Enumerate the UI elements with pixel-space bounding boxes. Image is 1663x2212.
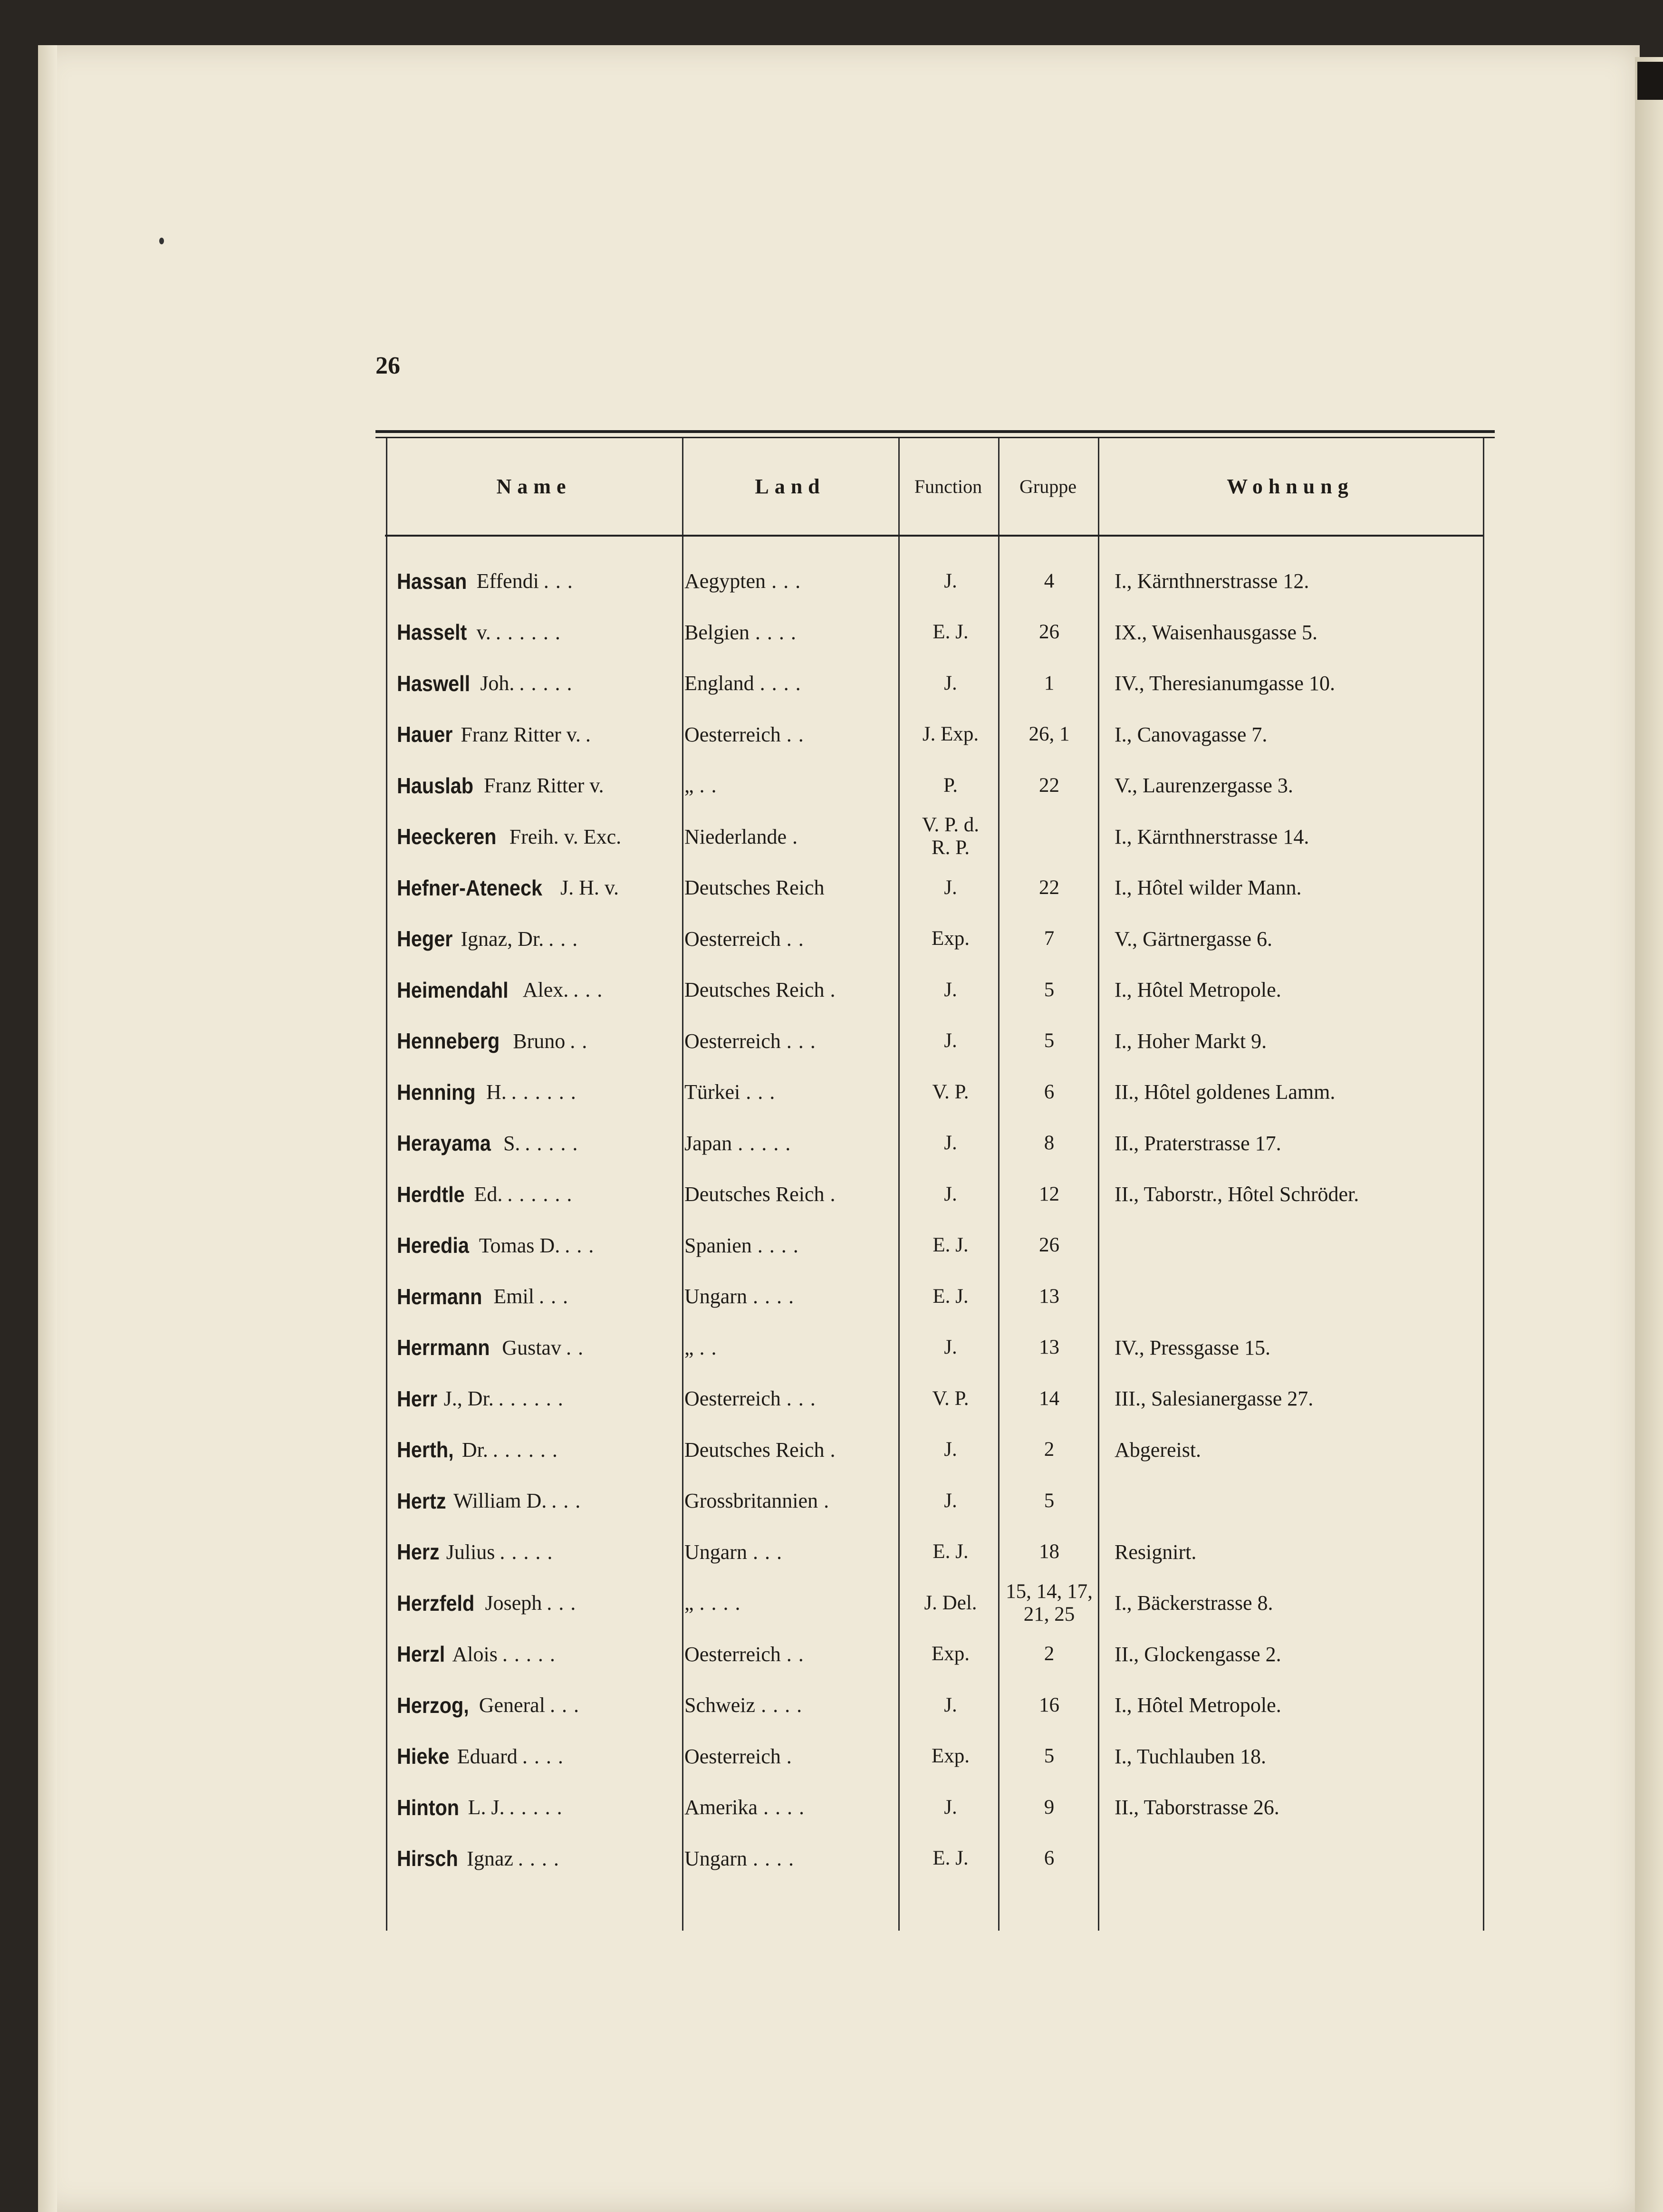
register-table xyxy=(375,430,1495,1932)
cell-name xyxy=(397,1527,677,1577)
land-text: Grossbritannien xyxy=(684,1489,818,1512)
cell-wohnung: I., Hôtel wilder Mann. xyxy=(1115,876,1302,899)
cell-function: V. P. d. R. P. xyxy=(922,814,979,859)
cell-function: J. xyxy=(944,1029,957,1052)
leader-dots: .. xyxy=(786,927,810,951)
surname: Hertz xyxy=(397,1488,446,1513)
surname: Herdtle xyxy=(397,1182,465,1207)
leader-dots: ..... xyxy=(525,1131,585,1155)
cell-function: Exp. xyxy=(931,1745,970,1767)
leader-dots: .... xyxy=(759,672,807,695)
cell-wohnung: IV., Pressgasse 15. xyxy=(1115,1336,1270,1359)
leader-dots: ...... xyxy=(492,1438,564,1462)
given-name: J., Dr. xyxy=(443,1387,494,1410)
cell-wohnung: I., Hôtel Metropole. xyxy=(1115,978,1281,1001)
leader-dots: . xyxy=(824,1489,836,1512)
cell-wohnung: I., Kärnthnerstrasse 14. xyxy=(1115,825,1309,848)
leader-dots: .. xyxy=(699,1336,723,1359)
cell-name xyxy=(397,1629,677,1679)
surname: Herzl xyxy=(397,1642,445,1666)
cell-function: J. xyxy=(944,1336,957,1358)
given-name: Bruno xyxy=(513,1029,566,1053)
table-row xyxy=(375,1067,1495,1117)
cell-function: J. xyxy=(944,569,957,592)
leader-dots: ..... xyxy=(509,1796,569,1819)
cell-function: E. J. xyxy=(932,1234,969,1256)
surname: Herr xyxy=(397,1386,438,1411)
land-text: Schweiz xyxy=(684,1693,756,1717)
leader-dots: .... xyxy=(752,1847,800,1870)
cell-land xyxy=(684,1680,908,1730)
cell-name xyxy=(397,1425,677,1475)
leader-dots: ...... xyxy=(511,1080,583,1104)
leader-dots: ... xyxy=(752,1540,788,1564)
land-text: Japan xyxy=(684,1131,732,1155)
cell-wohnung: II., Hôtel goldenes Lamm. xyxy=(1115,1080,1336,1104)
surname: Herrmann xyxy=(397,1335,490,1360)
leader-dots: ..... xyxy=(502,1642,562,1666)
given-name: Joseph xyxy=(485,1591,542,1615)
table-row xyxy=(375,1271,1495,1321)
cell-wohnung: Resignirt. xyxy=(1115,1540,1197,1564)
surname: Hirsch xyxy=(397,1846,458,1871)
land-text: Oesterreich xyxy=(684,1642,781,1666)
leader-dots: . xyxy=(830,1438,842,1462)
land-text: Deutsches Reich xyxy=(684,876,825,899)
cell-name xyxy=(397,1016,677,1066)
cell-wohnung: Abgereist. xyxy=(1115,1438,1202,1462)
land-text: „ xyxy=(684,1336,694,1359)
cell-land xyxy=(684,1629,908,1679)
surname: Heimendahl xyxy=(397,977,509,1002)
cell-function: J. xyxy=(944,672,957,694)
given-name: Alex. xyxy=(522,978,569,1001)
given-name: Tomas D. xyxy=(479,1233,560,1257)
cell-function: J. Del. xyxy=(924,1591,977,1614)
cell-wohnung xyxy=(1115,1834,1476,1884)
leader-dots: ... xyxy=(746,1080,782,1104)
leader-dots: .... xyxy=(522,1744,570,1768)
cell-land xyxy=(684,1271,908,1321)
cell-name xyxy=(397,760,677,810)
cell-gruppe: 7 xyxy=(1044,927,1055,950)
cell-function: J. Exp. xyxy=(922,723,979,745)
table-row xyxy=(375,556,1495,606)
cell-gruppe: 5 xyxy=(1044,1745,1055,1767)
cell-gruppe: 9 xyxy=(1044,1796,1055,1818)
leader-dots: ... xyxy=(786,1029,822,1053)
leader-dots: ... xyxy=(786,1387,822,1410)
cell-gruppe: 26 xyxy=(1039,1234,1059,1256)
cell-function: E. J. xyxy=(932,1847,969,1869)
table-row xyxy=(375,1578,1495,1628)
cell-wohnung xyxy=(1115,1221,1476,1270)
cell-gruppe: 2 xyxy=(1044,1643,1055,1665)
leader-dots: ..... xyxy=(500,1540,559,1564)
cell-gruppe: 15, 14, 17, 21, 25 xyxy=(1006,1580,1093,1625)
header-land: Land xyxy=(755,475,826,498)
cell-function: E. J. xyxy=(932,621,969,643)
cell-gruppe: 5 xyxy=(1044,1489,1055,1512)
cell-wohnung: I., Canovagasse 7. xyxy=(1115,722,1268,746)
land-text: Ungarn xyxy=(684,1847,747,1870)
given-name: Gustav xyxy=(502,1336,561,1359)
given-name: William D. xyxy=(453,1489,547,1512)
cell-name xyxy=(397,1476,677,1526)
land-text: Ungarn xyxy=(684,1285,747,1308)
table-row xyxy=(375,1118,1495,1168)
cell-name xyxy=(397,607,677,657)
cell-function: P. xyxy=(943,774,958,797)
cell-gruppe: 14 xyxy=(1039,1387,1059,1410)
leader-dots: ..... xyxy=(519,672,579,695)
cell-function: J. xyxy=(944,1132,957,1154)
cell-function: J. xyxy=(944,1693,957,1716)
surname: Henneberg xyxy=(397,1029,500,1053)
cell-name xyxy=(397,1578,677,1628)
leader-dots: . xyxy=(830,1183,842,1206)
cell-function: E. J. xyxy=(932,1285,969,1308)
cell-gruppe: 26, 1 xyxy=(1029,723,1070,745)
given-name: Emil xyxy=(493,1285,534,1308)
cell-land xyxy=(684,1782,908,1832)
leader-dots: . xyxy=(792,825,804,848)
cell-land xyxy=(684,965,908,1015)
leader-dots: ... xyxy=(548,927,585,951)
given-name: Ed. xyxy=(474,1183,503,1206)
cell-wohnung: IX., Waisenhausgasse 5. xyxy=(1115,620,1318,644)
cell-gruppe: 2 xyxy=(1044,1438,1055,1461)
cell-name xyxy=(397,1374,677,1423)
cell-land xyxy=(684,1374,908,1423)
surname: Hermann xyxy=(397,1284,482,1309)
header-rule xyxy=(385,535,1483,537)
cell-wohnung: I., Kärnthnerstrasse 12. xyxy=(1115,569,1309,593)
land-text: Amerika xyxy=(684,1796,758,1819)
given-name: Dr. xyxy=(461,1438,488,1462)
cell-wohnung: V., Laurenzergasse 3. xyxy=(1115,774,1293,797)
cell-wohnung xyxy=(1115,1271,1476,1321)
table-row xyxy=(375,1323,1495,1373)
given-name: General xyxy=(479,1693,545,1717)
table-row xyxy=(375,710,1495,760)
cell-wohnung: I., Bäckerstrasse 8. xyxy=(1115,1591,1273,1615)
table-row xyxy=(375,1016,1495,1066)
cell-wohnung: IV., Theresianumgasse 10. xyxy=(1115,672,1335,695)
page-gutter-shadow xyxy=(38,45,57,2212)
cell-function: E. J. xyxy=(932,1540,969,1563)
cell-function: V. P. xyxy=(932,1080,969,1103)
surname: Hasselt xyxy=(397,620,467,644)
cell-name xyxy=(397,1680,677,1730)
cell-gruppe: 22 xyxy=(1039,774,1059,797)
leader-dots: .... xyxy=(755,620,803,644)
cell-wohnung: V., Gärtnergasse 6. xyxy=(1115,927,1272,951)
leader-dots: . xyxy=(830,978,842,1001)
leader-dots: .... xyxy=(699,1591,747,1615)
land-text: „ xyxy=(684,1591,694,1615)
surname: Hassan xyxy=(397,568,467,594)
land-text: Niederlande xyxy=(684,825,787,848)
given-name: Effendi xyxy=(476,569,539,593)
cell-gruppe: 6 xyxy=(1044,1080,1055,1103)
surname: Hinton xyxy=(397,1795,460,1820)
cell-land xyxy=(684,1221,908,1270)
leader-dots: .... xyxy=(761,1693,809,1717)
land-text: Spanien xyxy=(684,1233,752,1257)
cell-land xyxy=(684,1527,908,1577)
leader-dots: ... xyxy=(547,1591,583,1615)
given-name: Franz Ritter v. xyxy=(483,774,604,797)
surname: Hefner-Ateneck xyxy=(397,875,542,900)
cell-gruppe: 18 xyxy=(1039,1540,1059,1563)
cell-gruppe: 4 xyxy=(1044,569,1055,592)
leader-dots: ...... xyxy=(498,1387,570,1410)
surname: Hieke xyxy=(397,1744,450,1769)
cell-land xyxy=(684,1476,908,1526)
cell-land xyxy=(684,812,908,862)
leader-dots: .. xyxy=(786,722,810,746)
cell-name xyxy=(397,1834,677,1884)
surname: Herth, xyxy=(397,1437,454,1462)
binding-corner xyxy=(1637,62,1663,100)
cell-land xyxy=(684,1425,908,1475)
leader-dots: ... xyxy=(543,569,579,593)
cell-wohnung xyxy=(1115,1476,1476,1526)
top-double-rule xyxy=(375,430,1495,433)
table-row xyxy=(375,1782,1495,1832)
surname: Hauer xyxy=(397,722,453,747)
cell-name xyxy=(397,1221,677,1270)
leader-dots: . xyxy=(786,1744,798,1768)
cell-gruppe: 26 xyxy=(1039,621,1059,643)
surname: Henning xyxy=(397,1079,476,1105)
table-row xyxy=(375,1527,1495,1577)
table-row xyxy=(375,658,1495,708)
table-row xyxy=(375,607,1495,657)
cell-land xyxy=(684,1067,908,1117)
table-row xyxy=(375,1834,1495,1884)
land-text: Deutsches Reich xyxy=(684,1438,825,1462)
cell-name xyxy=(397,1067,677,1117)
cell-gruppe: 1 xyxy=(1044,672,1055,694)
cell-gruppe: 13 xyxy=(1039,1336,1059,1358)
cell-gruppe: 16 xyxy=(1039,1693,1059,1716)
cell-land xyxy=(684,658,908,708)
land-text: Aegypten xyxy=(684,569,766,593)
leader-dots: ... xyxy=(549,1693,586,1717)
land-text: Oesterreich xyxy=(684,722,781,746)
given-name: Ignaz xyxy=(467,1847,513,1870)
cell-function: Exp. xyxy=(931,1643,970,1665)
land-text: Belgien xyxy=(684,620,750,644)
cell-name xyxy=(397,1169,677,1219)
land-text: Oesterreich xyxy=(684,1387,781,1410)
surname: Heger xyxy=(397,926,453,951)
land-text: Oesterreich xyxy=(684,1744,781,1768)
leader-dots: .... xyxy=(757,1233,805,1257)
cell-function: J. xyxy=(944,978,957,1001)
surname: Haswell xyxy=(397,671,471,696)
table-row xyxy=(375,1425,1495,1475)
cell-name xyxy=(397,1323,677,1373)
given-name: S. xyxy=(503,1131,520,1155)
cell-name xyxy=(397,914,677,964)
leader-dots: ..... xyxy=(738,1131,798,1155)
cell-wohnung: III., Salesianergasse 27. xyxy=(1115,1387,1314,1410)
land-text: Oesterreich xyxy=(684,1029,781,1053)
cell-wohnung: I., Tuchlauben 18. xyxy=(1115,1744,1266,1768)
leader-dots: .. xyxy=(786,1642,810,1666)
cell-gruppe xyxy=(1000,812,1098,862)
header-name: Name xyxy=(496,475,572,498)
cell-wohnung: I., Hoher Markt 9. xyxy=(1115,1029,1267,1053)
ink-speck xyxy=(159,238,164,244)
cell-function: J. xyxy=(944,1183,957,1205)
table-row xyxy=(375,1221,1495,1270)
cell-name xyxy=(397,1782,677,1832)
cell-wohnung: II., Glockengasse 2. xyxy=(1115,1642,1281,1666)
cell-wohnung: II., Taborstr., Hôtel Schröder. xyxy=(1115,1183,1359,1206)
table-row xyxy=(375,760,1495,810)
land-text: Deutsches Reich xyxy=(684,1183,825,1206)
surname: Herz xyxy=(397,1539,440,1564)
surname: Herayama xyxy=(397,1131,491,1155)
table-row xyxy=(375,1731,1495,1781)
cell-function: J. xyxy=(944,1796,957,1818)
header-gruppe: Gruppe xyxy=(1019,476,1077,497)
cell-gruppe: 5 xyxy=(1044,978,1055,1001)
land-text: Deutsches Reich xyxy=(684,978,825,1001)
cell-name xyxy=(397,710,677,760)
leader-dots: .... xyxy=(518,1847,566,1870)
cell-name xyxy=(397,556,677,606)
given-name: Eduard xyxy=(457,1744,518,1768)
land-text: England xyxy=(684,672,754,695)
leader-dots: .... xyxy=(752,1285,800,1308)
cell-wohnung: II., Taborstrasse 26. xyxy=(1115,1796,1279,1819)
cell-name xyxy=(397,965,677,1015)
cell-name xyxy=(397,658,677,708)
given-name: Franz Ritter v. xyxy=(461,722,581,746)
leader-dots: ... xyxy=(565,1233,601,1257)
header-function: Function xyxy=(914,476,982,497)
leader-dots: ...... xyxy=(507,1183,579,1206)
cell-land xyxy=(684,607,908,657)
cell-land xyxy=(684,1323,908,1373)
cell-function: J. xyxy=(944,1489,957,1512)
table-row xyxy=(375,863,1495,913)
table-row xyxy=(375,1169,1495,1219)
cell-land xyxy=(684,1118,908,1168)
table-row xyxy=(375,914,1495,964)
cell-gruppe: 22 xyxy=(1039,876,1059,899)
leader-dots: .. xyxy=(570,1029,594,1053)
surname: Heeckeren xyxy=(397,824,497,849)
cell-name xyxy=(397,1271,677,1321)
cell-gruppe: 13 xyxy=(1039,1285,1059,1308)
cell-land xyxy=(684,1016,908,1066)
leader-dots: ... xyxy=(573,978,609,1001)
cell-land xyxy=(684,914,908,964)
given-name: L. J. xyxy=(468,1796,505,1819)
given-name: Ignaz, Dr. xyxy=(461,927,544,951)
leader-dots: .... xyxy=(763,1796,811,1819)
land-text: Türkei xyxy=(684,1080,740,1104)
land-text: Oesterreich xyxy=(684,927,781,951)
cell-gruppe: 8 xyxy=(1044,1132,1055,1154)
land-text: Ungarn xyxy=(684,1540,747,1564)
leader-dots: ... xyxy=(538,1285,575,1308)
cell-land xyxy=(684,863,908,913)
table-row xyxy=(375,1374,1495,1423)
table-row xyxy=(375,1476,1495,1526)
cell-function: J. xyxy=(944,876,957,899)
cell-function: Exp. xyxy=(931,927,970,950)
cell-land xyxy=(684,1731,908,1781)
cell-land xyxy=(684,1578,908,1628)
table-row xyxy=(375,1629,1495,1679)
given-name: Alois xyxy=(452,1642,498,1666)
leader-dots: . xyxy=(585,722,597,746)
adjacent-page-edge xyxy=(1635,57,1663,2212)
land-text: „ xyxy=(684,774,694,797)
cell-gruppe: 6 xyxy=(1044,1847,1055,1869)
table-row xyxy=(375,1680,1495,1730)
cell-name xyxy=(397,812,677,862)
page-number: 26 xyxy=(375,352,400,379)
given-name: Julius xyxy=(446,1540,495,1564)
leader-dots: ... xyxy=(771,569,807,593)
given-name: v. xyxy=(476,620,491,644)
cell-wohnung: I., Hôtel Metropole. xyxy=(1115,1693,1281,1717)
cell-name xyxy=(397,1118,677,1168)
table-row xyxy=(375,965,1495,1015)
cell-gruppe: 5 xyxy=(1044,1029,1055,1052)
surname: Heredia xyxy=(397,1233,469,1258)
cell-land xyxy=(684,1169,908,1219)
leader-dots: ...... xyxy=(495,620,567,644)
cell-function: V. P. xyxy=(932,1387,969,1410)
cell-land xyxy=(684,760,908,810)
given-name: H. xyxy=(486,1080,507,1104)
cell-gruppe: 12 xyxy=(1039,1183,1059,1205)
leader-dots: .. xyxy=(699,774,723,797)
header-wohnung: Wohnung xyxy=(1227,475,1354,498)
given-name: J. H. v. xyxy=(560,876,619,899)
leader-dots: ... xyxy=(551,1489,587,1512)
given-name: Joh. xyxy=(480,672,515,695)
cell-land xyxy=(684,710,908,760)
table-row xyxy=(375,812,1495,862)
surname: Herzfeld xyxy=(397,1590,475,1616)
cell-function: J. xyxy=(944,1438,957,1461)
cell-land xyxy=(684,1834,908,1884)
cell-name xyxy=(397,863,677,913)
cell-wohnung: II., Praterstrasse 17. xyxy=(1115,1131,1281,1155)
surname: Herzog, xyxy=(397,1693,469,1718)
cell-name xyxy=(397,1731,677,1781)
cell-land xyxy=(684,556,908,606)
surname: Hauslab xyxy=(397,773,474,798)
leader-dots: .. xyxy=(566,1336,590,1359)
given-name: Freih. v. Exc. xyxy=(509,825,622,848)
